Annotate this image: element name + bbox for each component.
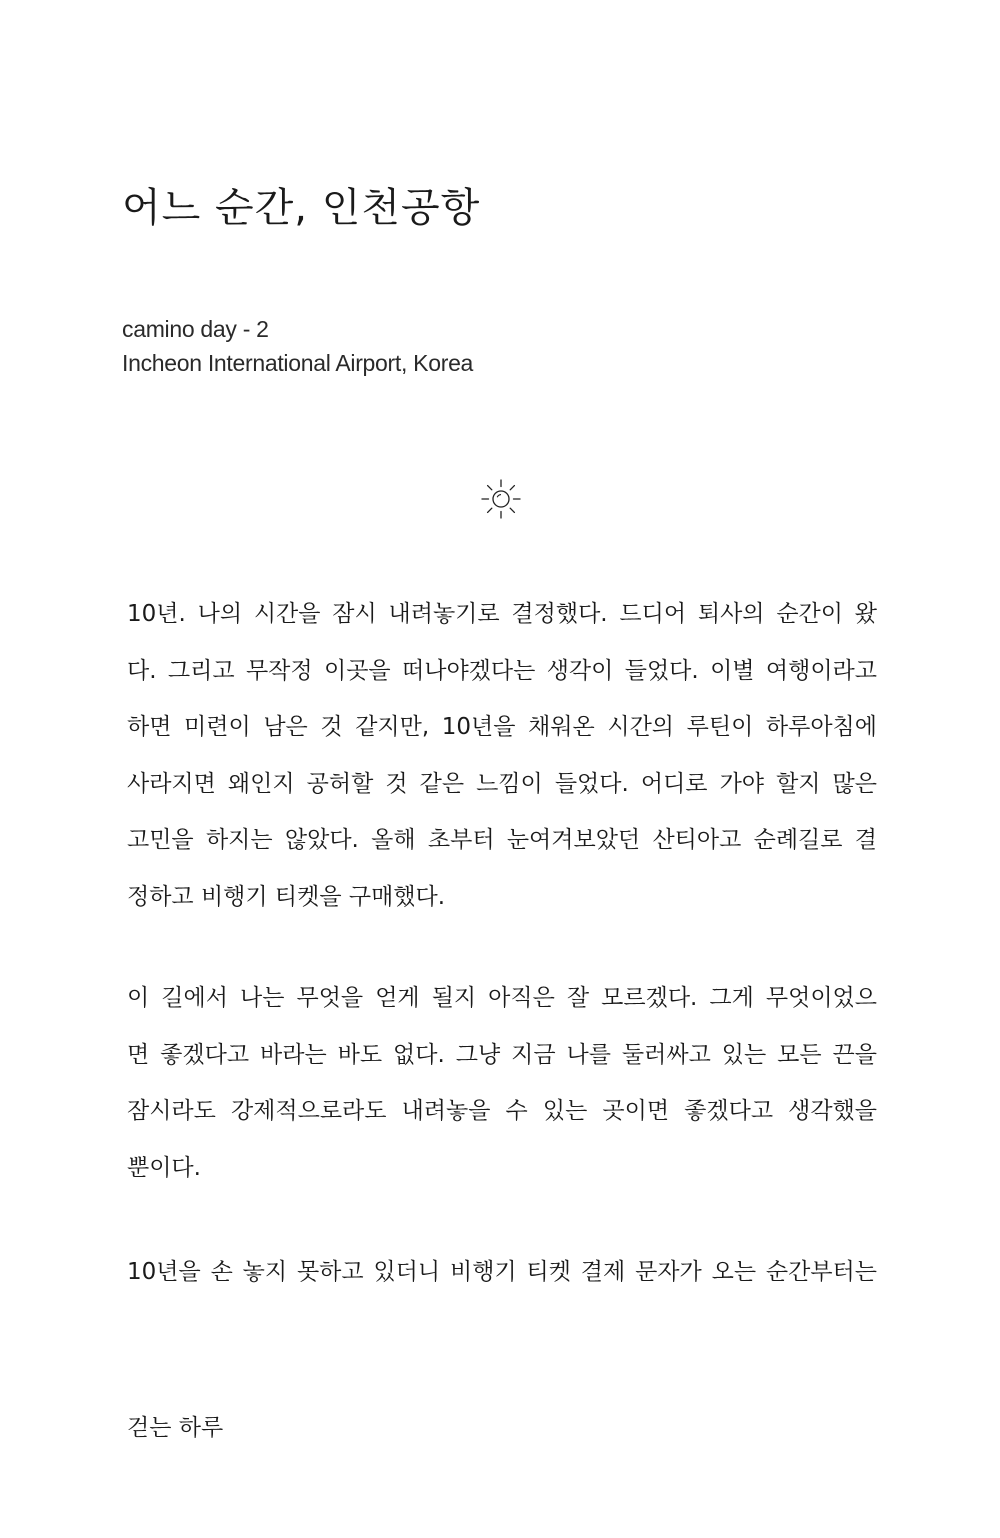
text-line: 10년. 나의 시간을 잠시 내려놓기로 결정했다. 드디어 퇴사의 순간이 왔	[127, 601, 877, 627]
text-line: 다. 그리고 무작정 이곳을 떠나야겠다는 생각이 들었다. 이별 여행이라고	[127, 657, 877, 684]
text-line: 이 길에서 나는 무엇을 얻게 될지 아직은 잘 모르겠다. 그게 무엇이었으	[127, 985, 877, 1011]
paragraph-3	[127, 1244, 877, 1301]
sun-icon	[480, 478, 522, 520]
text-line: 고민을 하지는 않았다. 올해 초부터 눈여겨보았던 산티아고 순례길로 결	[127, 827, 877, 853]
camino-day-label: camino day - 2	[122, 316, 269, 342]
chapter-meta	[122, 312, 473, 380]
paragraph-2	[127, 970, 877, 1196]
text-line: 하면 미련이 남은 것 같지만, 10년을 채워온 시간의 루틴이 하루아침에	[127, 714, 877, 740]
running-footer: 걷는 하루	[127, 1415, 224, 1441]
chapter-title: 어느 순간, 인천공항	[122, 185, 481, 231]
location-label: Incheon International Airport, Korea	[122, 350, 474, 376]
text-line: 잠시라도 강제적으로라도 내려놓을 수 있는 곳이면 좋겠다고 생각했을	[127, 1098, 877, 1124]
paragraph-1	[127, 586, 877, 925]
text-line: 뿐이다.	[127, 1154, 201, 1181]
text-line: 사라지면 왜인지 공허할 것 같은 느낌이 들었다. 어디로 가야 할지 많은	[127, 770, 877, 797]
text-line: 10년을 손 놓지 못하고 있더니 비행기 티켓 결제 문자가 오는 순간부터는	[127, 1259, 877, 1285]
text-line: 정하고 비행기 티켓을 구매했다.	[127, 883, 446, 910]
text-line: 면 좋겠다고 바라는 바도 없다. 그냥 지금 나를 둘러싸고 있는 모든 끈을	[127, 1041, 877, 1068]
